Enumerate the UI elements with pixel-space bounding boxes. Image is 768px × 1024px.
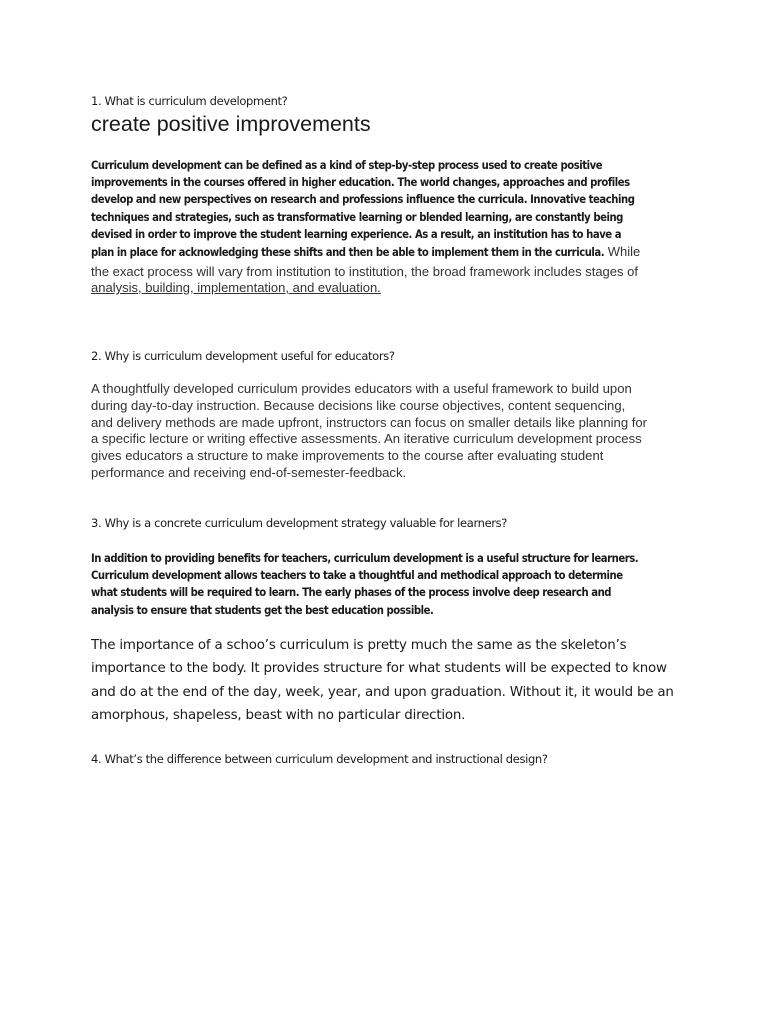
question-3: 3. Why is a concrete curriculum development strategy valuable for learners?	[91, 516, 508, 530]
answer-2-line: A thoughtfully developed curriculum provides educators with a useful framework to build upon	[91, 381, 632, 396]
note-line: amorphous, shapeless, beast with no particular direction.	[91, 708, 466, 724]
answer-2	[91, 381, 659, 482]
answer-1-last-bold: plan in place for acknowledging these shifts and then be able to implement them in the curricula.	[91, 246, 605, 260]
note-line: The importance of a schoo’s curriculum is pretty much the same as the skeleton’s	[91, 638, 627, 653]
answer-2-line: during day-to-day instruction. Because decisions like course objectives, content sequencing,	[91, 397, 626, 413]
question-1: 1. What is curriculum development?	[91, 94, 288, 108]
answer-3-line: Curriculum development allows teachers to take a thoughtful and methodical approach to determine	[91, 569, 623, 583]
answer-1-line: techniques and strategies, such as transformative learning or blended learning, are constantly being	[91, 210, 623, 224]
answer-1-line: Curriculum development can be defined as a kind of step-by-step process used to create positive	[91, 159, 603, 172]
answer-1-underlined: analysis, building, implementation, and evaluation.	[91, 280, 381, 295]
answer-1-line: devised in order to improve the student learning experience. As a result, an institution has to have a	[91, 227, 622, 241]
note-line: importance to the body. It provides structure for what students will be expected to know	[91, 661, 667, 677]
answer-1-line: develop and new perspectives on research and professions influence the curricula. Innovative teaching	[91, 193, 635, 207]
question-2: 2. Why is curriculum development useful for educators?	[91, 349, 395, 363]
answer-2-line: performance and receiving end-of-semester-feedback.	[91, 464, 407, 480]
answer-3-line: analysis to ensure that students get the best education possible.	[91, 603, 434, 617]
answer-2-line: a specific lecture or writing effective assessments. An iterative curriculum development process	[91, 431, 642, 447]
answer-1-line: improvements in the courses offered in higher education. The world changes, approaches and profiles	[91, 176, 630, 190]
answer-2-line: and delivery methods are made upfront, instructors can focus on smaller details like planning for	[91, 414, 648, 430]
note-line: and do at the end of the day, week, year, and upon graduation. Without it, it would be an	[91, 684, 674, 700]
answer-3-line: what students will be required to learn. The early phases of the process involve deep research and	[91, 586, 612, 600]
answer-3	[91, 550, 656, 619]
answer-1	[91, 157, 656, 261]
note-paragraph	[91, 634, 674, 728]
section-heading: create positive improvements	[91, 112, 371, 136]
answer-1-line	[91, 243, 656, 261]
answer-2-line: gives educators a structure to make improvements to the course after evaluating student	[91, 448, 604, 464]
answer-3-line: In addition to providing benefits for teachers, curriculum development is a useful structure for learners.	[91, 552, 639, 565]
answer-1-tail: the exact process will vary from institution to institution, the broad framework includes stages of	[91, 264, 638, 279]
question-4: 4. What’s the difference between curriculum development and instructional design?	[91, 752, 548, 766]
answer-1-last-plain: While	[604, 244, 641, 260]
